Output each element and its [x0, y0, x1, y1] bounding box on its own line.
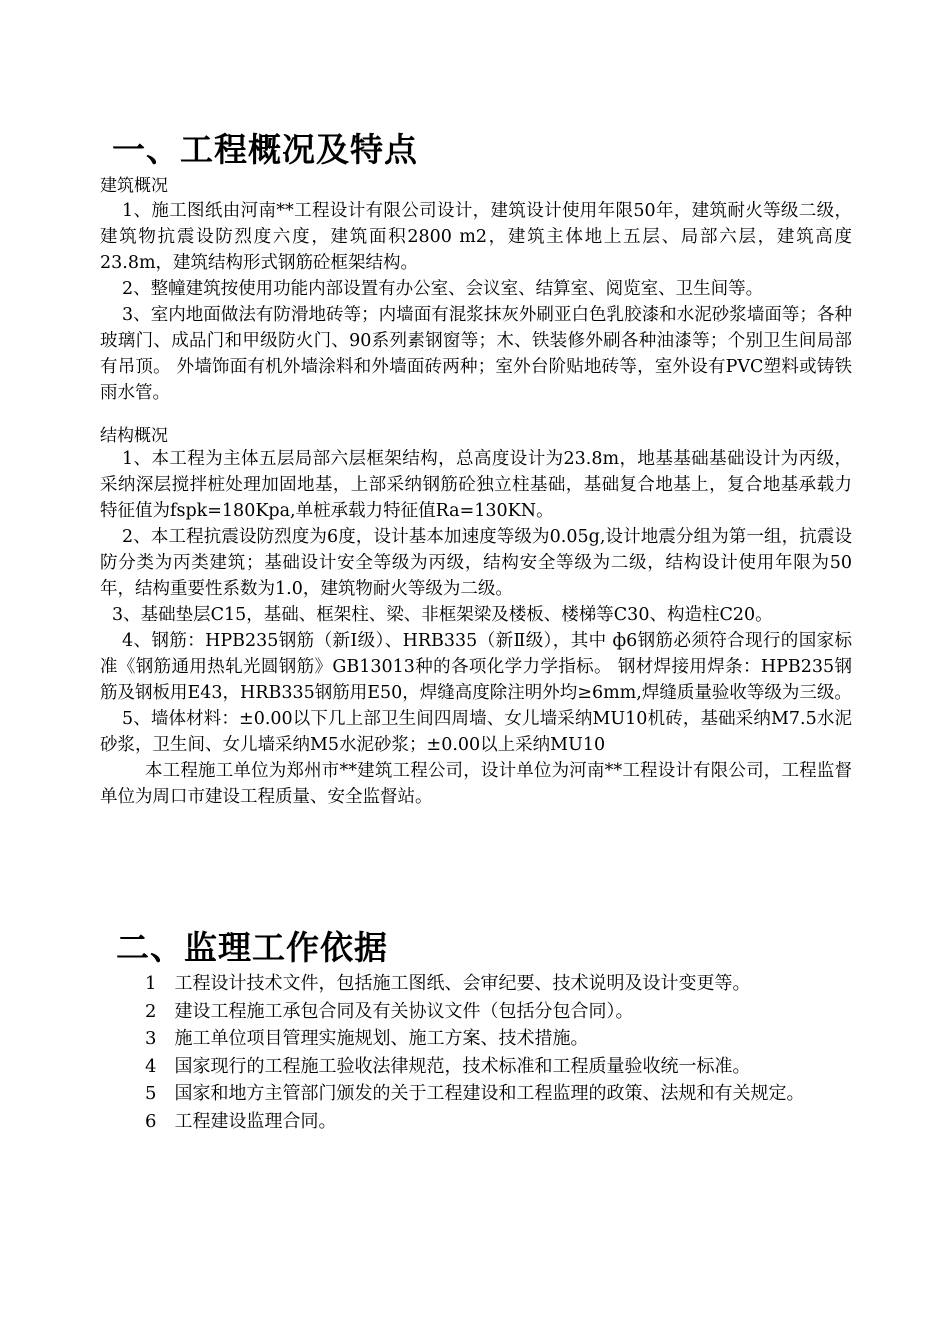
- basis-item-3: 3 施工单位项目管理实施规划、施工方案、技术措施。: [145, 1028, 589, 1049]
- basis-item-1: 1 工程设计技术文件，包括施工图纸、会审纪要、技术说明及设计变更等。: [145, 973, 751, 994]
- struct-paragraph-3: 3、基础垫层C15，基础、框架柱、梁、非框架梁及楼板、楼梯等C30、构造柱C20。: [112, 605, 773, 625]
- arch-paragraph-3: 3、室内地面做法有防滑地砖等；内墙面有混浆抹灰外刷亚白色乳胶漆和水泥砂浆墙面等；各种玻璃门、成品门和甲级防火门、90系列素钢窗等；木、铁装修外刷各种油漆等；个别卫生间局部有吊顶。 外墙饰面有机外墙涂料和外墙面砖两种；室外台阶贴地砖等，室外设有PVC塑料或铸铁雨水管。: [100, 305, 852, 403]
- arch-paragraph-1: 1、施工图纸由河南**工程设计有限公司设计，建筑设计使用年限50年，建筑耐火等级二级，建筑物抗震设防烈度六度，建筑面积2800 m2，建筑主体地上五层、局部六层，建筑高度23.8m，建筑结构形式钢筋砼框架结构。: [100, 201, 852, 273]
- arch-overview-label: 建筑概况: [100, 176, 168, 196]
- project-summary: 本工程施工单位为郑州市**建筑工程公司，设计单位为河南**工程设计有限公司，工程监督单位为周口市建设工程质量、安全监督站。: [100, 761, 852, 807]
- struct-paragraph-4: 4、钢筋：HPB235钢筋（新Ⅰ级）、HRB335（新Ⅱ级），其中 ф6钢筋必须符合现行的国家标准《钢筋通用热轧光圆钢筋》GB13013种的各项化学力学指标。 钢材焊接用焊条：HPB235钢筋及钢板用E43，HRB335钢筋用E50，焊缝高度除注明外均≥6mm,焊缝质量验收等级为三级。: [100, 631, 852, 703]
- struct-paragraph-2: 2、本工程抗震设防烈度为6度，设计基本加速度等级为0.05g,设计地震分组为第一组，抗震设防分类为丙类建筑；基础设计安全等级为丙级，结构安全等级为二级，结构设计使用年限为50年，结构重要性系数为1.0，建筑物耐火等级为二级。: [100, 527, 852, 599]
- struct-overview-label: 结构概况: [100, 426, 168, 446]
- struct-paragraph-1: 1、本工程为主体五层局部六层框架结构，总高度设计为23.8m，地基基础基础设计为丙级，采纳深层搅拌桩处理加固地基，上部采纳钢筋砼独立柱基础，基础复合地基上，复合地基承载力特征值为fspk=180Kpa,单桩承载力特征值Ra=130KN。: [100, 449, 852, 521]
- struct-overview-body: [100, 446, 852, 810]
- basis-item-5: 5 国家和地方主管部门颁发的关于工程建设和工程监理的政策、法规和有关规定。: [145, 1083, 805, 1104]
- supervision-basis-list: [100, 970, 852, 1135]
- arch-paragraph-2: 2、整幢建筑按使用功能内部设置有办公室、会议室、结算室、阅览室、卫生间等。: [122, 279, 764, 299]
- section-2-heading: 二、监理工作依据: [116, 928, 388, 967]
- struct-paragraph-5: 5、墙体材料：±0.00以下几上部卫生间四周墙、女儿墙采纳MU10机砖，基础采纳M7.5水泥砂浆，卫生间、女儿墙采纳M5水泥砂浆；±0.00以上采纳MU10: [100, 709, 852, 755]
- basis-item-4: 4 国家现行的工程施工验收法律规范，技术标准和工程质量验收统一标准。: [145, 1055, 751, 1077]
- section-1-heading: 一、工程概况及特点: [112, 130, 418, 169]
- basis-item-2: 2 建设工程施工承包合同及有关协议文件（包括分包合同）。: [145, 1000, 634, 1022]
- basis-item-6: 6 工程建设监理合同。: [145, 1110, 337, 1132]
- arch-overview-body: [100, 198, 852, 406]
